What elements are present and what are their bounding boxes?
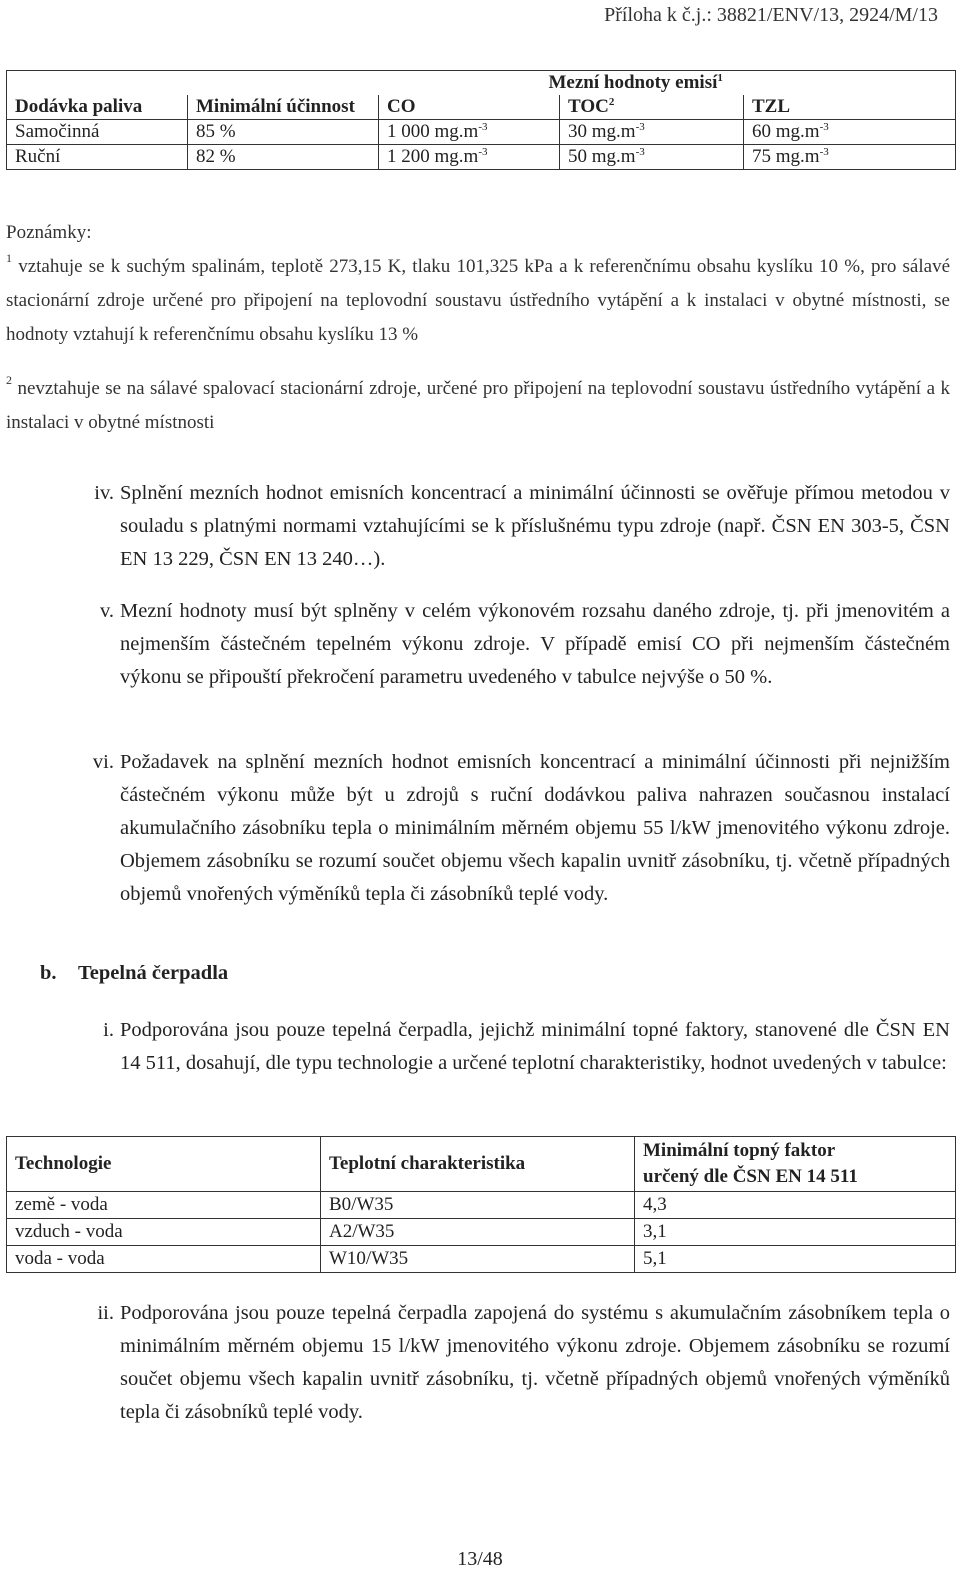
- col-header-fuel-supply: Dodávka paliva: [7, 95, 188, 120]
- section-heading-heat-pumps: b. Tepelná čerpadla: [40, 962, 229, 984]
- table-row: [7, 120, 956, 145]
- heat-pump-table: [6, 1136, 956, 1273]
- cell-supply: Samočinná: [7, 120, 188, 145]
- list-item-b-i: i. Podporována jsou pouze tepelná čerpadla, jejichž minimální topné faktory, stanovené dle ČSN EN 14 511, dosahují, dle typu technologie a určené teplotní charakteristiky, hodnot uvedených v tabulce:: [103, 1019, 950, 1074]
- table-row: země - voda B0/W35 4,3: [7, 1192, 956, 1219]
- list-item-b-ii: ii. Podporována jsou pouze tepelná čerpadla zapojená do systému s akumulačním zásobníkem tepla o minimálním měrném objemu 15 l/kW jmenovitého výkonu zdroje. Objemem zásobníku se rozumí součet objemu všech kapalin uvnitř zásobníku, tj. včetně případných objemů vnořených výměníků tepla či zásobníků teplé vody.: [97, 1302, 950, 1423]
- notes-title: Poznámky:: [6, 222, 92, 243]
- cell-efficiency: 82 %: [188, 145, 379, 170]
- cell-efficiency: 85 %: [188, 120, 379, 145]
- table-notes: [6, 216, 950, 440]
- note-2: $^2$ nevztahuje se na sálavé spalovací stacionární zdroje, určené pro připojení na teplovodní soustavu ústředního vytápění a k instalaci v obytné místnosti: [6, 373, 950, 433]
- list-item-v: v. Mezní hodnoty musí být splněny v celém výkonovém rozsahu daného zdroje, tj. při jmenovitém a nejmenším částečném tepelném výkonu zdroje. V případě emisí CO při nejmenším částečném výkonu se připouští překročení parametru uvedeného v tabulce nejvýše o 50 %.: [99, 600, 950, 688]
- cell-toc: 30 $mg.m^{-3}$: [560, 120, 744, 145]
- cell-tzl: 75 $mg.m^{-3}$: [744, 145, 956, 170]
- table-row: [7, 145, 956, 170]
- col-header-technology: Technologie: [7, 1137, 321, 1192]
- col-header-toc: TOC$^2$: [560, 95, 744, 120]
- cell-co: 1 000 $mg.m^{-3}$: [379, 120, 560, 145]
- emission-table-header-row: [7, 95, 956, 120]
- cell-tzl: 60 $mg.m^{-3}$: [744, 120, 956, 145]
- note-1: $^1$ vztahuje se k suchým spalinám, teplotě 273,15 K, tlaku 101,325 kPa a k referenčnímu obsahu kyslíku 10 %, pro sálavé stacionární zdroje určené pro připojení na teplovodní soustavu ústředního vytápění a k instalaci v obytné místnosti, se hodnoty vztahují k referenčnímu obsahu kyslíku 13 %: [6, 251, 951, 345]
- col-header-tzl: TZL: [744, 95, 956, 120]
- emission-limits-table: [6, 70, 956, 170]
- cell-co: 1 200 $mg.m^{-3}$: [379, 145, 560, 170]
- col-header-min-factor: Minimální topný faktor určený dle ČSN EN 14 511: [635, 1137, 956, 1192]
- table-row: voda - voda W10/W35 5,1: [7, 1246, 956, 1273]
- col-header-co: CO: [379, 95, 560, 120]
- col-header-min-efficiency: Minimální účinnost: [188, 95, 379, 120]
- list-item-vi: vi. Požadavek na splnění mezních hodnot emisních koncentrací a minimální účinnosti při nejnižším částečném výkonu může být u zdrojů s ruční dodávkou paliva nahrazen současnou instalací akumulačního zásobníku tepla o minimálním měrném objemu 55 l/kW jmenovitého výkonu zdroje. Objemem zásobníku se rozumí součet objemu všech kapalin uvnitř zásobníku, tj. včetně případných objemů vnořených výměníků tepla či zásobníků teplé vody.: [92, 751, 950, 905]
- document-reference-header: Příloha k č.j.: 38821/ENV/13, 2924/M/13: [604, 4, 938, 26]
- page-number: 13/48: [457, 1548, 503, 1570]
- col-header-temp-char: Teplotní charakteristika: [321, 1137, 635, 1192]
- heat-pump-table-header: [7, 1137, 956, 1192]
- cell-toc: 50 $mg.m^{-3}$: [560, 145, 744, 170]
- emission-table-group-row: Mezní hodnoty emisí$^1$: [7, 71, 956, 96]
- emission-limits-group-header: Mezní hodnoty emisí: [548, 72, 718, 93]
- list-item-iv: iv. Splnění mezních hodnot emisních koncentrací a minimální účinnosti se ověřuje přímou metodou v souladu s platnými normami vztahujícími se k příslušnému typu zdroje (např. ČSN EN 303-5, ČSN EN 13 229, ČSN EN 13 240…).: [94, 482, 950, 570]
- cell-supply: Ruční: [7, 145, 188, 170]
- table-row: vzduch - voda A2/W35 3,1: [7, 1219, 956, 1246]
